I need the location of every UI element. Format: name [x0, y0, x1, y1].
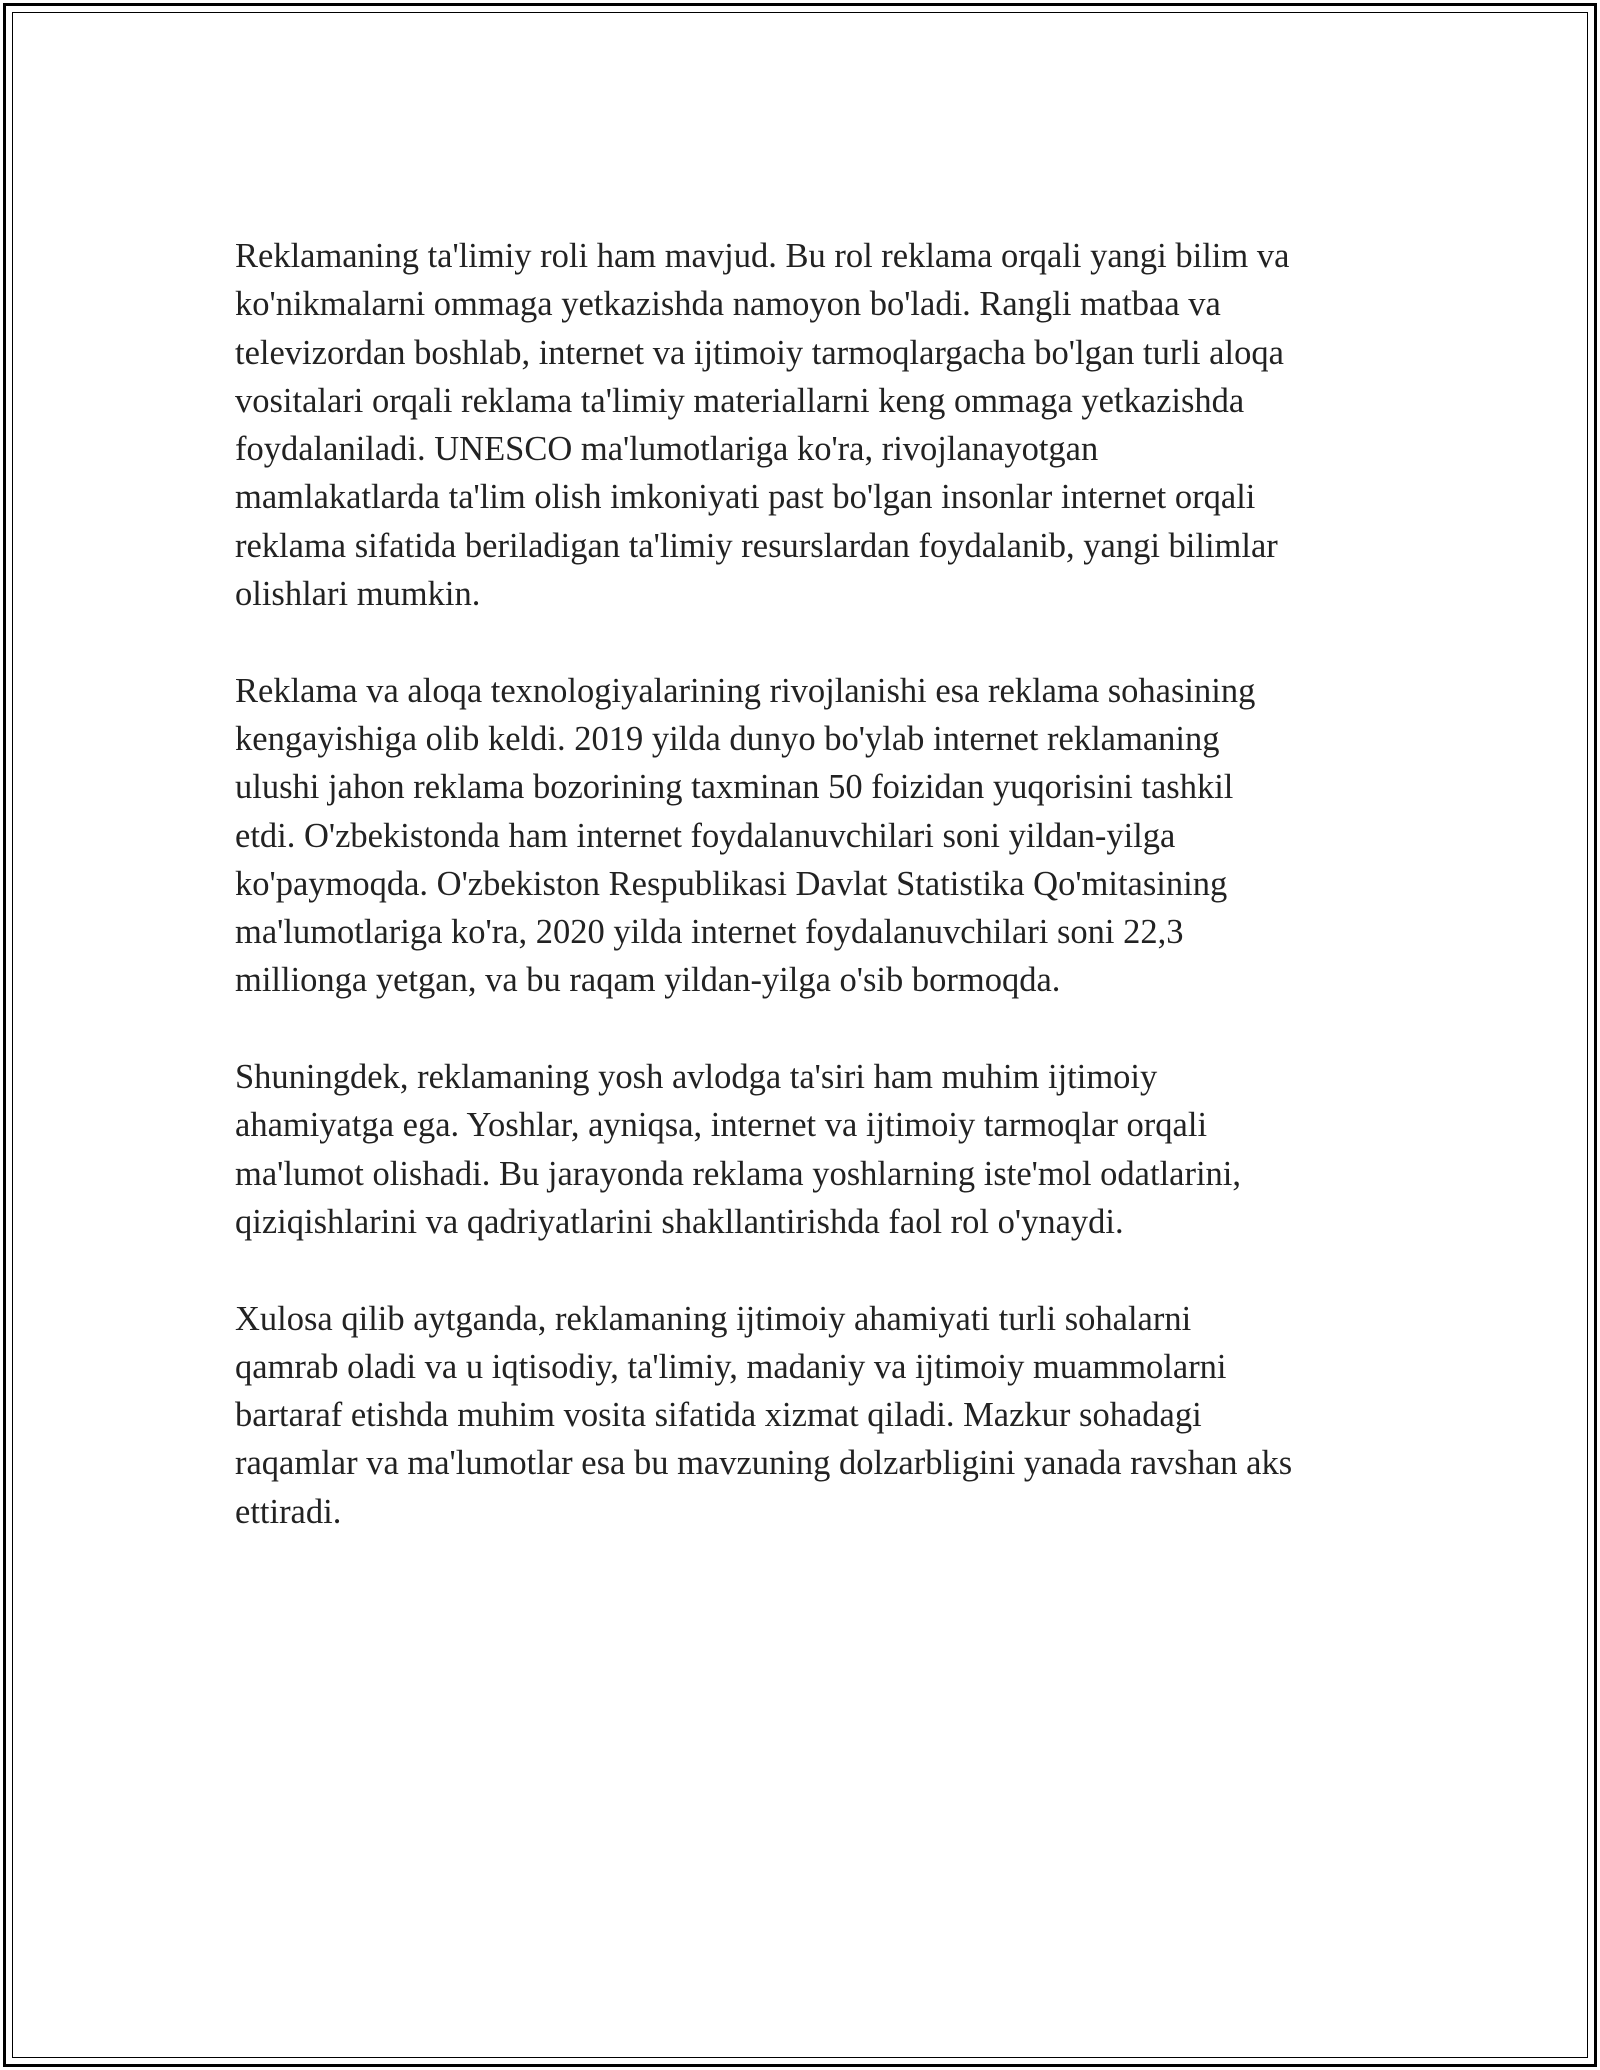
text-line: ma'lumot olishadi. Bu jarayonda reklama yoshlarning iste'mol odatlarini, — [235, 1154, 1242, 1193]
paragraph-2 — [235, 667, 1365, 1005]
paragraph-3 — [235, 1053, 1365, 1246]
document-body — [235, 232, 1365, 1584]
text-line: vositalari orqali reklama ta'limiy materiallarni keng ommaga yetkazishda — [235, 381, 1245, 420]
text-line: ulushi jahon reklama bozorining taxminan 50 foizidan yuqorisini tashkil — [235, 768, 1234, 807]
text-line: Xulosa qilib aytganda, reklamaning ijtimoiy ahamiyati turli sohalarni — [235, 1299, 1192, 1338]
text-line: mamlakatlarda ta'lim olish imkoniyati past bo'lgan insonlar internet orqali — [235, 478, 1256, 517]
text-line: ahamiyatga ega. Yoshlar, ayniqsa, internet va ijtimoiy tarmoqlar orqali — [235, 1106, 1208, 1145]
text-line: ko'nikmalarni ommaga yetkazishda namoyon bo'ladi. Rangli matbaa va — [235, 285, 1221, 324]
text-line: televizordan boshlab, internet va ijtimoiy tarmoqlargacha bo'lgan turli aloqa — [235, 333, 1284, 372]
text-line: kengayishiga olib keldi. 2019 yilda dunyo bo'ylab internet reklamaning — [235, 719, 1220, 758]
paragraph-4 — [235, 1295, 1365, 1536]
text-line: Reklama va aloqa texnologiyalarining rivojlanishi esa reklama sohasining — [235, 671, 1256, 710]
text-line: raqamlar va ma'lumotlar esa bu mavzuning dolzarbligini yanada ravshan aks — [235, 1444, 1293, 1483]
text-line: olishlari mumkin. — [235, 575, 481, 614]
paragraph-1 — [235, 232, 1365, 618]
text-line: qamrab oladi va u iqtisodiy, ta'limiy, madaniy va ijtimoiy muammolarni — [235, 1347, 1227, 1386]
text-line: ko'paymoqda. O'zbekiston Respublikasi Davlat Statistika Qo'mitasining — [235, 864, 1228, 903]
text-line: etdi. O'zbekistonda ham internet foydalanuvchilari soni yildan-yilga — [235, 816, 1176, 855]
text-line: Reklamaning ta'limiy roli ham mavjud. Bu rol reklama orqali yangi bilim va — [235, 237, 1290, 275]
text-line: reklama sifatida beriladigan ta'limiy resurslardan foydalanib, yangi bilimlar — [235, 526, 1278, 565]
text-line: ma'lumotlariga ko'ra, 2020 yilda internet foydalanuvchilari soni 22,3 — [235, 913, 1184, 952]
text-line: foydalaniladi. UNESCO ma'lumotlariga ko'ra, rivojlanayotgan — [235, 430, 1099, 469]
text-line: qiziqishlarini va qadriyatlarini shakllantirishda faol rol o'ynaydi. — [235, 1202, 1124, 1241]
text-line: ettiradi. — [235, 1492, 342, 1531]
text-line: bartaraf etishda muhim vosita sifatida xizmat qiladi. Mazkur sohadagi — [235, 1396, 1202, 1435]
text-line: Shuningdek, reklamaning yosh avlodga ta'siri ham muhim ijtimoiy — [235, 1058, 1158, 1097]
text-line: millionga yetgan, va bu raqam yildan-yilga o'sib bormoqda. — [235, 961, 1061, 1000]
